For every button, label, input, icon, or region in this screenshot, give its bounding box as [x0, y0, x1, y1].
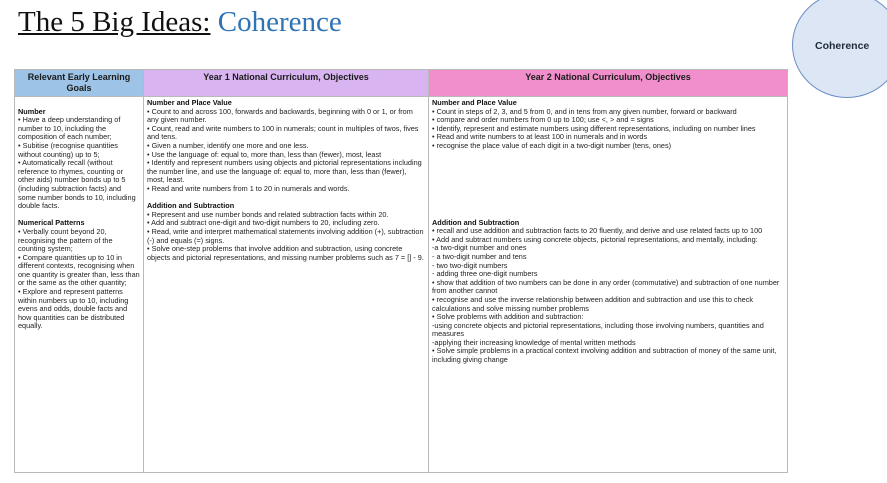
y1-add-sub-item: • Solve one-step problems that involve addition and subtraction, using concrete objects and pictorial representations, and missing number problems such as 7 = [] - 9. [147, 244, 424, 262]
y2-add-sub-item: - a two-digit number and tens [432, 251, 527, 261]
year1-cell [144, 97, 429, 473]
title-main: The 5 Big Ideas: [18, 6, 211, 38]
y1-add-sub-item: • Represent and use number bonds and related subtraction facts within 20. [147, 209, 389, 219]
y2-add-sub-item: -using concrete objects and pictorial representations, including those involving numbers, quantities and measures [432, 320, 764, 339]
coherence-badge [792, 0, 887, 98]
y2-place-value-item: • Count in steps of 2, 3, and 5 from 0, and in tens from any given number, forward or backward [432, 106, 737, 116]
elg-number-heading: Number [18, 106, 46, 116]
elg-number-item: • Automatically recall (without reference to rhymes, counting or other aids) number bonds up to 5 (including subtraction facts) and some number bonds to 10, including double facts. [18, 158, 136, 211]
y2-place-value-item: • Identify, represent and estimate numbers using different representations, including on number lines [432, 123, 756, 133]
header-row [15, 70, 788, 97]
y1-place-value-heading: Number and Place Value [147, 98, 232, 107]
coherence-badge-label: Coherence [815, 40, 870, 52]
elg-patterns-item: • Verbally count beyond 20, recognising the pattern of the counting system; [18, 226, 113, 254]
y1-place-value-item: • Identify and represent numbers using objects and pictorial representations including the number line, and use the language of: equal to, more than, less than (fewer), most, least. [147, 158, 422, 185]
y1-place-value-item: • Given a number, identify one more and one less. [147, 140, 309, 150]
y1-add-sub-item: • Read, write and interpret mathematical statements involving addition (+), subtraction (-) and equals (=) signs. [147, 226, 424, 245]
elg-number-item: • Have a deep understanding of number to 10, including the composition of each number; [18, 115, 121, 142]
header-year1: Year 1 National Curriculum, Objectives [144, 70, 429, 97]
y1-add-sub-item: • Add and subtract one-digit and two-digit numbers to 20, including zero. [147, 218, 380, 228]
y2-add-sub-item: • recognise and use the inverse relationship between addition and subtraction and use this to check calculations and solve missing number problems [432, 294, 753, 313]
slide-title [18, 4, 342, 40]
y2-add-sub-item: -applying their increasing knowledge of mental written methods [432, 337, 636, 347]
y2-add-sub-item: • show that addition of two numbers can be done in any order (commutative) and subtraction of one number from another cannot [432, 277, 780, 296]
y1-place-value-item: • Read and write numbers from 1 to 20 in numerals and words. [147, 183, 350, 193]
y1-add-sub-heading: Addition and Subtraction [147, 201, 235, 211]
y1-place-value-item: • Use the language of: equal to, more than, less than (fewer), most, least [147, 149, 382, 159]
year2-cell [429, 97, 788, 473]
elg-patterns-item: • Explore and represent patterns within numbers up to 10, including evens and odds, double facts and how quantities can be distributed equally. [18, 287, 129, 331]
elg-number-item: • Subitise (recognise quantities without counting) up to 5; [18, 140, 118, 159]
title-accent: Coherence [217, 6, 342, 38]
y2-add-sub-item: • Add and subtract numbers using concrete objects, pictorial representations, and mentally, including: [432, 234, 758, 244]
y2-add-sub-item: - two two-digit numbers [432, 260, 508, 270]
y1-place-value-item: • Count, read and write numbers to 100 in numerals; count in multiples of twos, fives and tens. [147, 123, 419, 142]
y2-place-value-heading: Number and Place Value [432, 98, 517, 107]
header-year2: Year 2 National Curriculum, Objectives [429, 70, 788, 97]
y2-add-sub-item: - adding three one-digit numbers [432, 269, 538, 279]
y2-add-sub-heading: Addition and Subtraction [432, 217, 520, 227]
elg-patterns-heading: Numerical Patterns [18, 218, 85, 228]
y1-place-value-item: • Count to and across 100, forwards and backwards, beginning with 0 or 1, or from any given number. [147, 106, 413, 125]
header-elg: Relevant Early Learning Goals [15, 70, 144, 97]
y2-add-sub-item: • Solve simple problems in a practical context involving addition and subtraction of money of the same unit, including giving change [432, 346, 777, 365]
y2-place-value-item: • Read and write numbers to at least 100 in numerals and in words [432, 132, 648, 142]
elg-cell [15, 97, 144, 473]
y2-place-value-item: • compare and order numbers from 0 up to 100; use <, > and = signs [432, 115, 654, 125]
content-row [15, 97, 788, 473]
curriculum-table [14, 69, 788, 473]
y2-add-sub-item: • Solve problems with addition and subtraction: [432, 312, 584, 322]
y2-place-value-item: • recognise the place value of each digit in a two-digit number (tens, ones) [432, 140, 672, 150]
elg-patterns-item: • Compare quantities up to 10 in different contexts, recognising when one quantity is greater than, less than or the same as the other quantity; [18, 252, 140, 288]
y2-add-sub-item: • recall and use addition and subtraction facts to 20 fluently, and derive and use related facts up to 100 [432, 226, 763, 236]
y2-add-sub-item: -a two-digit number and ones [432, 243, 527, 253]
